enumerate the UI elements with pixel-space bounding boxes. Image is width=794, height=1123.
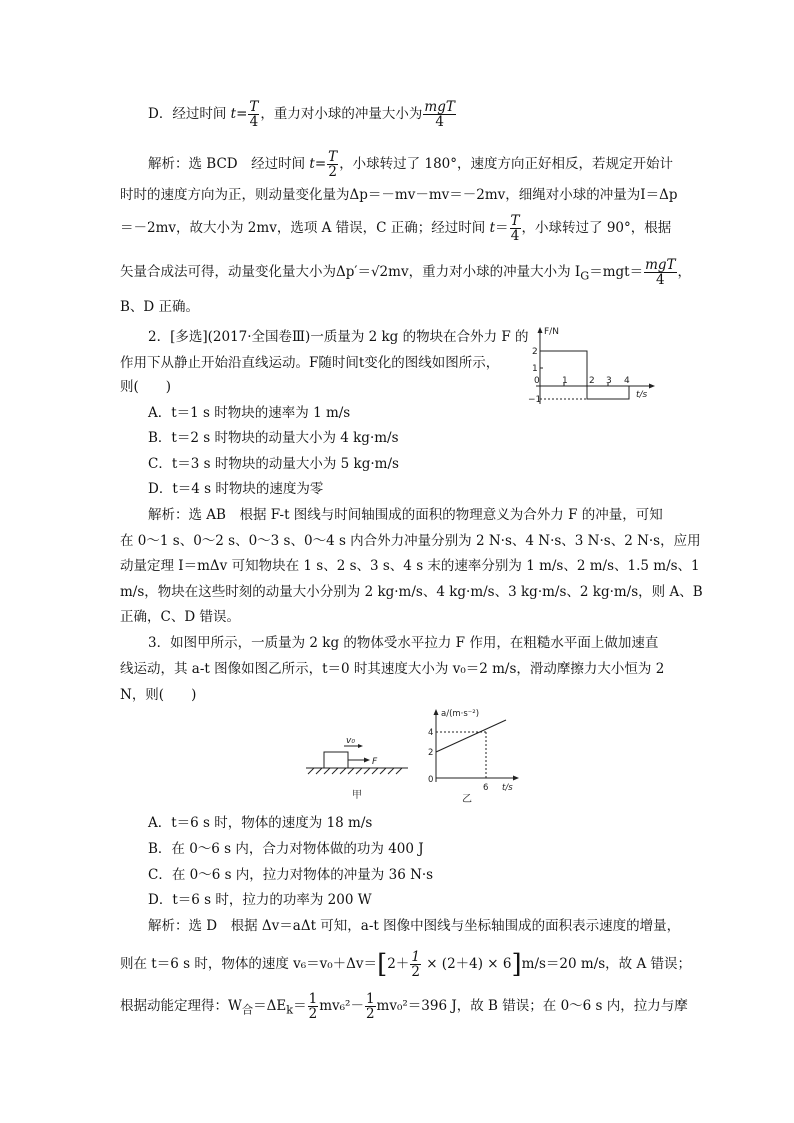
- sol2-line2: 在 0～1 s、0～2 s、0～3 s、0～4 s 内合外力冲量分别为 2 N·s、4 N·s、3 N·s、2 N·s，应用: [120, 533, 701, 549]
- tick-label: 4: [428, 728, 434, 738]
- tick-label: 2: [589, 376, 595, 386]
- fraction: $\frac{1}{2}$: [411, 949, 420, 980]
- tick-label: −1: [528, 395, 542, 405]
- tick-label: 2: [428, 748, 434, 758]
- tick-label: 2: [532, 347, 538, 357]
- q2-option-b: B．t＝2 s 时物块的动量大小为 4 kg·m/s: [148, 430, 399, 446]
- q3-option-d: D．t＝6 s 时，拉力的功率为 200 W: [148, 892, 372, 908]
- sol3-line1: 解析：选 D 根据 Δv＝aΔt 可知，a-t 图像中图线与坐标轴围成的面积表示速度的增量，: [148, 918, 681, 934]
- force-label: F: [372, 757, 378, 767]
- bracket: [: [377, 949, 388, 980]
- force-line: [540, 351, 629, 399]
- fraction: $\frac{T}{4}$: [510, 213, 520, 244]
- q3-line3: N，则( ): [120, 687, 197, 703]
- q2-option-c: C．t＝3 s 时物块的动量大小为 5 kg·m/s: [148, 456, 399, 472]
- f-t-graph: [528, 324, 658, 410]
- fraction: $\frac{\text{mgT}}{4}$: [424, 99, 455, 130]
- sol3-line2: 则在 t＝6 s 时，物体的速度 v₆＝v₀＋Δv＝[2＋ $\frac{1}{2}$ × (2＋4) × 6]m/s＝20 m/s，故 A 错误；: [120, 949, 692, 980]
- arrowhead: [513, 776, 519, 781]
- q2-line3: 则( ): [120, 379, 172, 395]
- fraction: $\frac{1}{2}$: [365, 991, 375, 1022]
- q3-option-a: A．t＝6 s 时，物体的速度为 18 m/s: [148, 815, 373, 831]
- arrowhead: [649, 384, 655, 389]
- fraction: $\frac{T}{4}$: [249, 99, 259, 130]
- arrowhead: [364, 758, 370, 763]
- ground-hatching: [308, 768, 402, 774]
- q2-line1: 2．[多选](2017·全国卷Ⅲ)一质量为 2 kg 的物块在合外力 F 的: [148, 329, 529, 345]
- accel-line: [436, 720, 506, 752]
- x-axis-label: t/s: [502, 783, 513, 793]
- arrowhead: [434, 709, 439, 715]
- fraction: $\frac{1}{2}$: [308, 991, 318, 1022]
- tick-label: 0: [428, 775, 434, 785]
- sol2-line4: m/s，物块在这些时刻的动量大小分别为 2 kg·m/s、4 kg·m/s、3 kg·m/s、2 kg·m/s，则 A、B: [120, 584, 703, 600]
- tick-label: 6: [483, 783, 489, 793]
- sol2-line3: 动量定理 I＝mΔv 可知物块在 1 s、2 s、3 s、4 s 末的速率分别为 1 m/s、2 m/s、1.5 m/s、1: [120, 558, 700, 574]
- figure-caption: 乙: [462, 794, 472, 805]
- arrowhead: [358, 744, 363, 748]
- q3-option-b: B．在 0～6 s 内，合力对物体做的功为 400 J: [148, 841, 424, 857]
- figure-yi: [424, 706, 528, 806]
- v0-label: v₀: [346, 736, 355, 746]
- sol1-line5: B、D 正确。: [120, 299, 200, 315]
- x-axis-label: t/s: [636, 390, 648, 400]
- sol1-line2: 时时的速度方向为正，则动量变化量为Δp＝－mv－mv＝－2mv，细绳对小球的冲量为I＝Δp: [120, 187, 678, 203]
- y-axis-label: F/N: [544, 327, 559, 337]
- sol2-line5: 正确，C、D 错误。: [120, 609, 240, 625]
- bracket: ]: [511, 949, 522, 980]
- fraction: $\frac{T}{2}$: [328, 149, 338, 180]
- arrowhead: [538, 327, 543, 333]
- sol3-line3: 根据动能定理得：$W_合=\Delta E_k=$ $\frac{1}{2}$ mv₆²－ $\frac{1}{2}$ mv₀²＝396 J，故 B 错误；在 0～6 s 内，拉力与摩: [120, 991, 688, 1022]
- q2-line2: 作用下从静止开始沿直线运动。F随时间t变化的图线如图所示，: [120, 355, 500, 371]
- tick-label: 3: [606, 376, 612, 386]
- sol1-line1: 解析：选 BCD 经过时间 t= $\frac{T}{2}$ ，小球转过了 180°，速度方向正好相反，若规定开始计: [148, 149, 673, 180]
- q2-option-a: A．t＝1 s 时物块的速率为 1 m/s: [148, 405, 351, 421]
- tick-label: 1: [562, 376, 568, 386]
- q3-line2: 线运动，其 a-t 图像如图乙所示，t＝0 时其速度大小为 v₀＝2 m/s，滑动摩擦力大小恒为 2: [120, 661, 665, 677]
- block: [324, 752, 348, 768]
- y-axis-label: a/(m·s⁻²): [441, 709, 480, 719]
- tick-label: 0: [534, 376, 540, 386]
- figure-caption: 甲: [352, 790, 362, 801]
- q3-line1: 3．如图甲所示，一质量为 2 kg 的物体受水平拉力 F 作用，在粗糙水平面上做加速直: [148, 635, 659, 651]
- q1-option-d: D．经过时间 t= $\frac{T}{4}$ ，重力对小球的冲量大小为 $\frac{\text{mgT}}{4}$: [148, 99, 455, 130]
- sol1-line4: 矢量合成法可得，动量变化量大小为Δp′＝√2mv，重力对小球的冲量大小为 $I_G=mgt=$ $\frac{\text{mgT}}{4}$ ，: [120, 257, 692, 288]
- q2-option-d: D．t＝4 s 时物块的速度为零: [148, 481, 324, 497]
- sol2-line1: 解析：选 AB 根据 F-t 图线与时间轴围成的面积的物理意义为合外力 F 的冲量，可知: [148, 507, 663, 523]
- figure-jia: [304, 734, 416, 806]
- q3-option-c: C．在 0～6 s 内，拉力对物体的冲量为 36 N·s: [148, 867, 434, 883]
- tick-label: 1: [532, 364, 538, 374]
- sol1-line3: ＝－2mv，故大小为 2mv，选项 A 错误，C 正确；经过时间 t＝ $\frac{T}{4}$ ，小球转过了 90°，根据: [120, 213, 672, 244]
- fraction: $\frac{\text{mgT}}{4}$: [645, 257, 676, 288]
- tick-label: 4: [624, 376, 630, 386]
